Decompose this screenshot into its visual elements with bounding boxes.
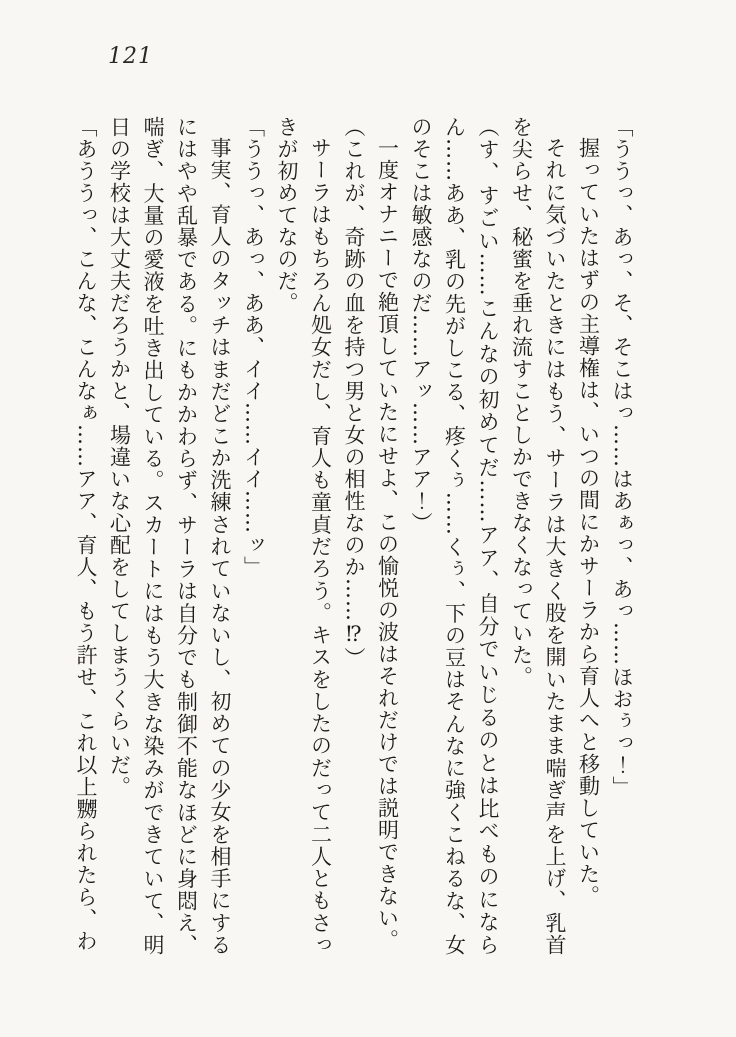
paragraph-narration-5: 事実、育人のタッチはまだどこか洗練されていないし、初めての少女を相手にするにはやや乱暴である。にもかかわらず、サーラは自分でも制御不能なほどに身悶え、喘ぎ、大量の愛液を吐き出している。スカートにはもう大きな染みができていて、明日の学校は大丈夫だろうかと、場違いな心配をしてしまうくらいだ。 [107,116,232,956]
paragraph-monologue-1: （す、すごい……こんなの初めてだ……アア、自分でいじるのとは比べものにならん……ああ、乳の先がしこる、疼くぅ……くぅ、下の豆はそんなに強くこねるな、女のそこは敏感なのだ……アッ……アア！） [409,116,500,956]
page-number: 121 [108,44,153,69]
paragraph-narration-3: 一度オナニーで絶頂していたにせよ、この愉悦の波はそれだけでは説明できない。 [375,137,400,951]
paragraph-narration-1: 握っていたはずの主導権は、いつの間にかサーラから育人へと移動していた。 [576,137,601,907]
paragraph-narration-2: それに気づいたときにはもう、サーラは大きく股を開いたまま喘ぎ声を上げ、乳首を尖らせ、秘蜜を垂れ流すことしかできなくなっていた。 [509,116,567,957]
body-text [69,116,639,956]
paragraph-dialogue-2: 「ううっ、あっ、ああ、イイ……イイ……ッ」 [241,116,266,578]
paragraph-dialogue-1: 「ううっ、あっ、そ、そこはっ……はあぁっ、あっ……ほおぅっ！」 [610,116,634,798]
paragraph-dialogue-3: 「あううっ、こんな、こんなぁ……アア、育人、もう許せ、これ以上嬲られたら、わ [74,116,98,952]
paragraph-monologue-2: （これが、奇跡の血を持つ男と女の相性なのか……⁉） [342,116,366,669]
paragraph-narration-4: サーラはもちろん処女だし、育人も童貞だろう。キスをしたのだって二人ともさっきが初めてなのだ。 [275,116,333,956]
